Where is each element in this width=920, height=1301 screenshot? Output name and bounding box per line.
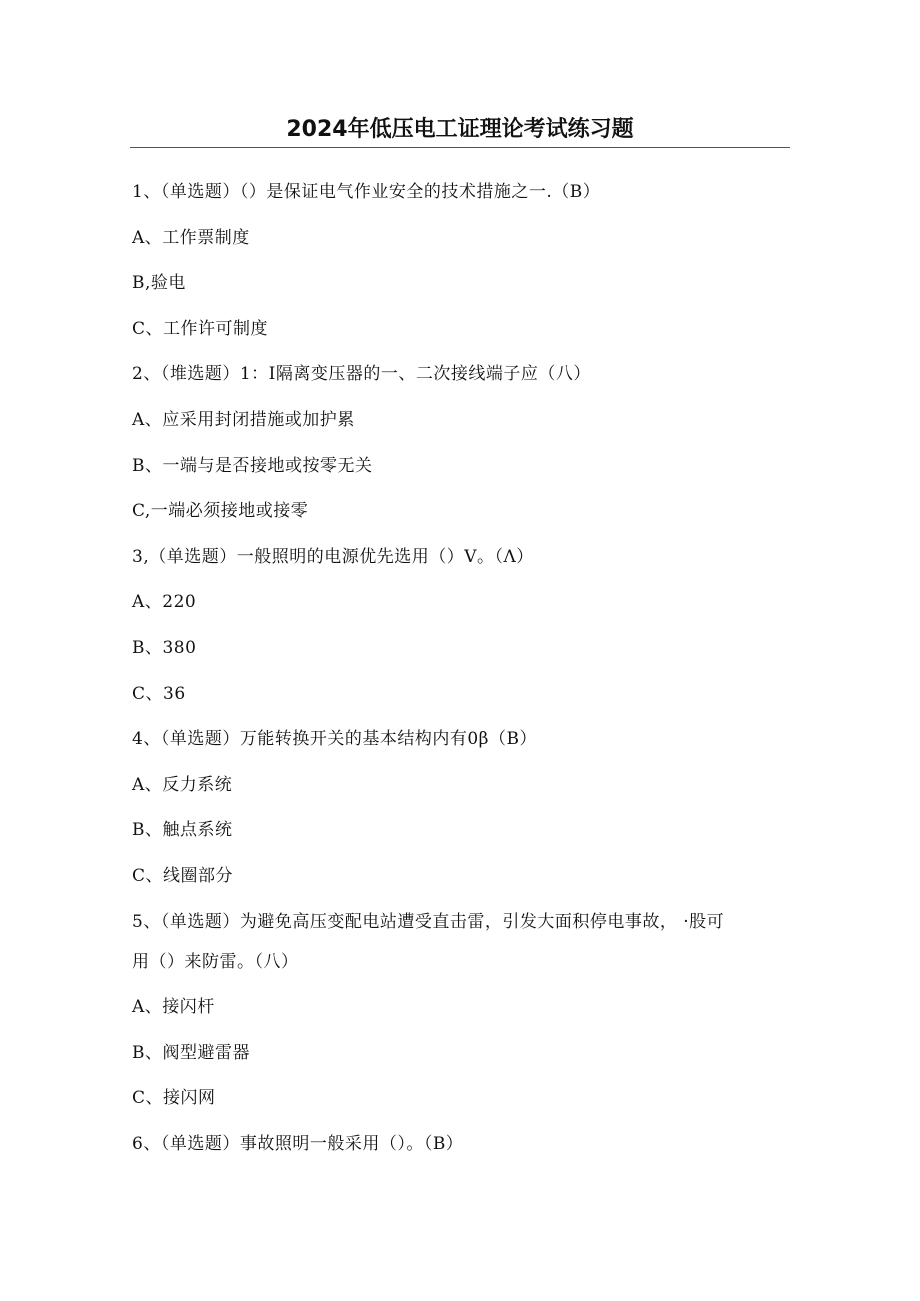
title-divider: [130, 147, 790, 148]
question-4-stem: 4、（单选题）万能转换开关的基本结构内有0β（B）: [132, 729, 537, 750]
question-3-option-a: A、220: [132, 592, 197, 613]
question-1-option-c: C、工作许可制度: [132, 318, 269, 339]
question-4-option-a: A、反力系统: [132, 774, 233, 795]
question-1-option-b: B,验电: [132, 273, 186, 294]
question-2-option-c: C,一端必须接地或接零: [132, 501, 309, 522]
question-5-stem-line-2: 用（）来防雷。（八）: [132, 951, 299, 972]
question-3-option-b: B、380: [132, 637, 197, 658]
question-3-stem: 3,（单选题）一般照明的电源优先选用（）V。（Λ）: [132, 546, 534, 567]
question-5-option-a: A、接闪杆: [132, 997, 215, 1018]
question-list: [132, 177, 792, 1174]
question-1-option-a: A、工作票制度: [132, 227, 250, 248]
question-2-stem: 2、（堆选题）1：I隔离变压器的一、二次接线端子应（八）: [132, 364, 591, 385]
question-1-stem: 1、（单选题）（）是保证电气作业安全的技术措施之一.（B）: [132, 182, 601, 202]
question-4-option-b: B、触点系统: [132, 820, 233, 841]
question-5-option-b: B、阀型避雷器: [132, 1042, 250, 1063]
question-4-option-c: C、线圈部分: [132, 865, 234, 886]
question-3-option-c: C、36: [132, 683, 186, 704]
page-title: 2024年低压电工证理论考试练习题: [286, 117, 634, 142]
question-2-option-b: B、一端与是否接地或按零无关: [132, 455, 373, 476]
question-6-stem: 6、（单选题）事故照明一般采用（）。（B）: [132, 1133, 464, 1154]
question-5-option-c: C、接闪网: [132, 1088, 216, 1109]
question-5-stem-line-1: 5、（单选题）为避免高压变配电站遭受直击雷，引发大面积停电事故， ·股可: [132, 911, 725, 932]
question-2-option-a: A、应采用封闭措施或加护累: [132, 409, 355, 430]
